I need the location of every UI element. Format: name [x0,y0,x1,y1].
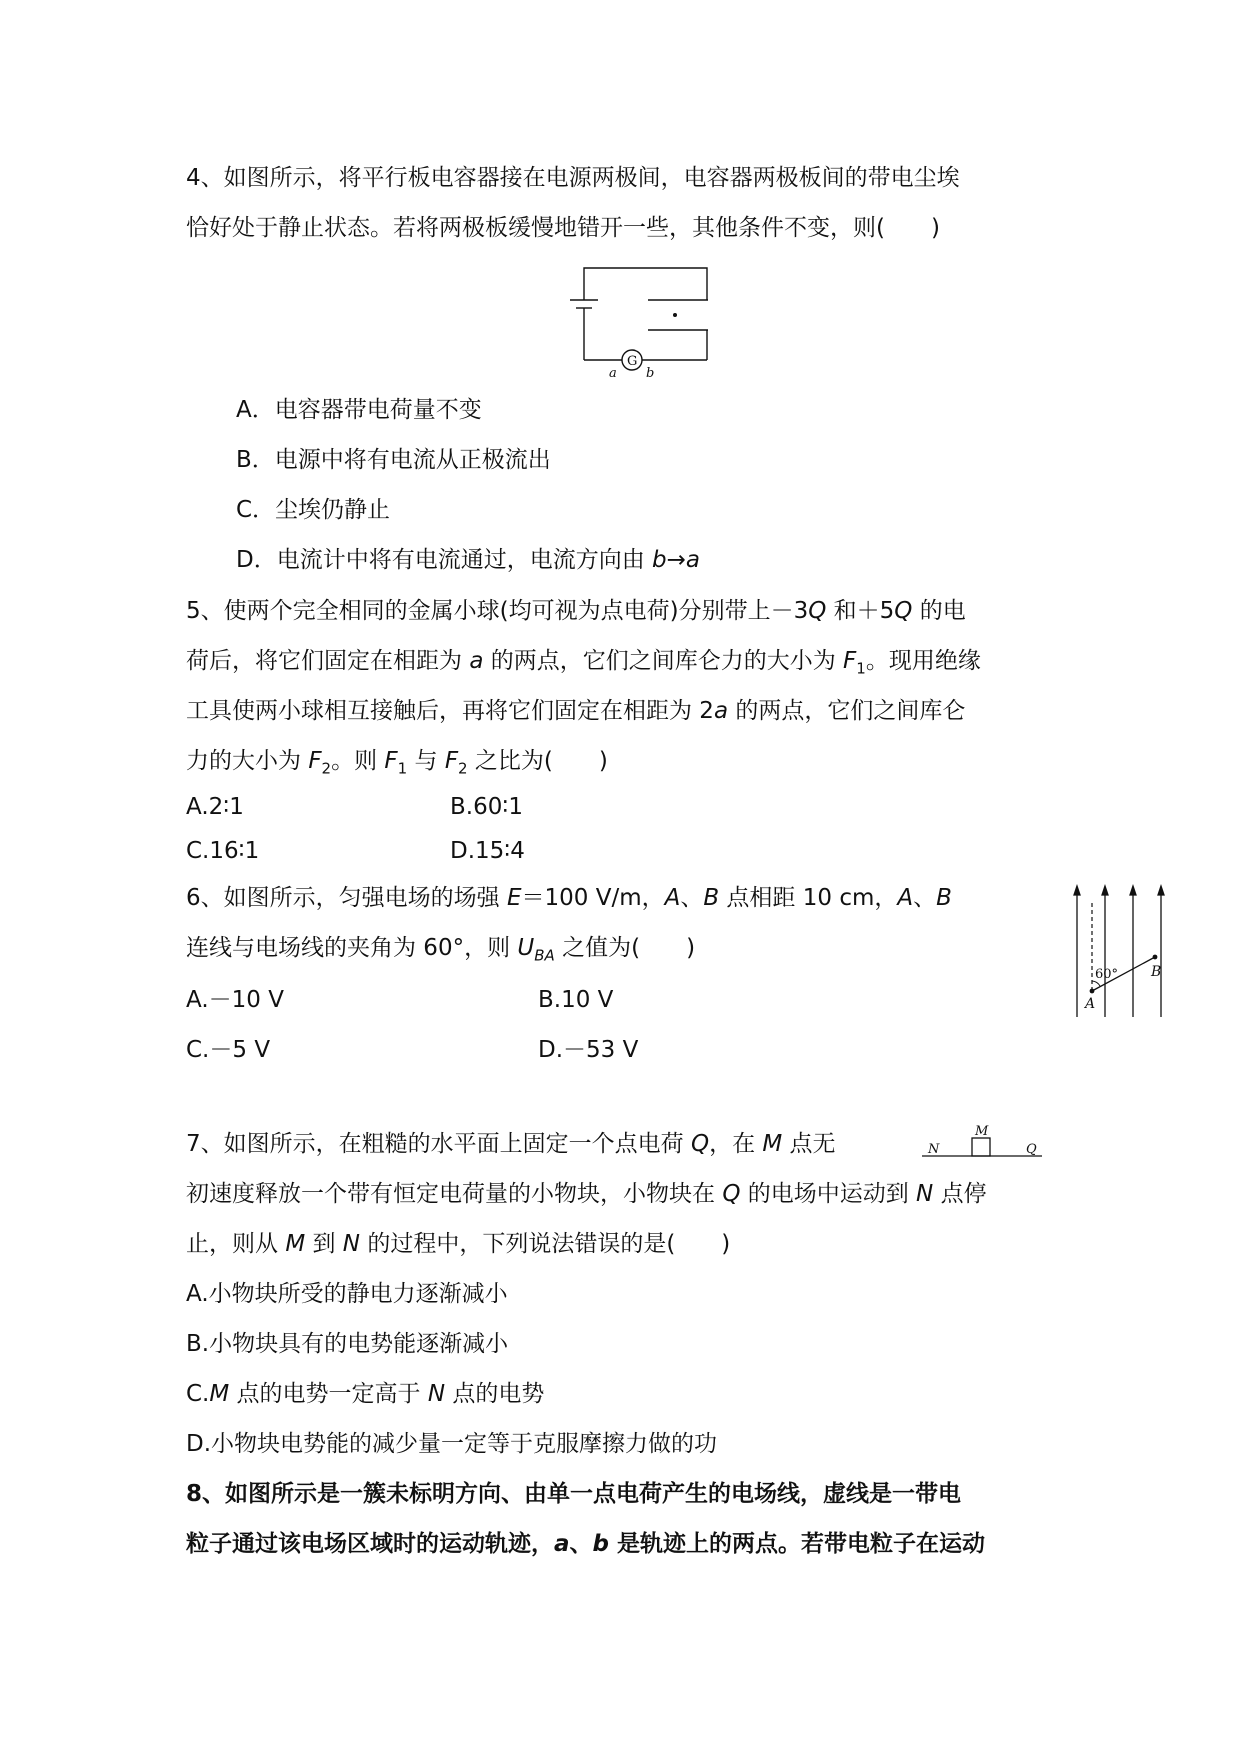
q4-option-b: B．电源中将有电流从正极流出 [236,447,551,473]
galvanometer-label: G [627,354,638,369]
block [972,1138,990,1156]
point-m-label: M [975,1124,989,1139]
q6-option-c: C.－5 V [186,1037,271,1063]
q6-field-figure [1065,885,1175,1020]
q7-stem-line-3: 止，则从 M 到 N 的过程中，下列说法错误的是( ) [186,1231,731,1257]
q6-option-d: D.－53 V [538,1037,639,1063]
q5-option-b: B.60∶1 [450,794,523,820]
point-b [1153,955,1158,960]
q6-stem-line-1: 6、如图所示，匀强电场的场强 E＝100 V/m，A、B 点相距 10 cm，A、B [186,885,952,911]
q7-option-a: A.小物块所受的静电力逐渐减小 [186,1281,508,1307]
q7-option-c: C.M 点的电势一定高于 N 点的电势 [186,1381,545,1407]
q6-stem-line-2: 连线与电场线的夹角为 60°，则 $U_{BA}$ 之值为( ) [186,935,696,965]
q7-option-b: B.小物块具有的电势能逐渐减小 [186,1331,509,1357]
q5-stem-line-2: 荷后，将它们固定在相距为 a 的两点，它们之间库仑力的大小为 $F_1$。现用绝缘 [186,648,981,678]
q4-option-a: A．电容器带电荷量不变 [236,397,482,423]
q5-stem-line-3: 工具使两小球相互接触后，再将它们固定在相距为 2a 的两点，它们之间库仑 [186,698,966,724]
q6-option-a: A.－10 V [186,987,284,1013]
terminal-b-label: b [646,366,655,381]
point-a [1090,989,1095,994]
q5-stem-line-4: 力的大小为 $F_2$。则 $F_1$ 与 $F_2$ 之比为( ) [186,748,608,778]
q4-circuit-figure [560,260,730,380]
q7-option-d: D.小物块电势能的减少量一定等于克服摩擦力做的功 [186,1431,718,1457]
q5-option-d: D.15∶4 [450,838,525,864]
point-n-label: N [928,1142,940,1157]
point-a-label: A [1085,996,1096,1012]
point-b-label: B [1151,964,1162,980]
q4-stem-line-2: 恰好处于静止状态。若将两极板缓慢地错开一些，其他条件不变，则( ) [186,215,940,241]
q7-stem-line-2: 初速度释放一个带有恒定电荷量的小物块，小物块在 Q 的电场中运动到 N 点停 [186,1181,987,1207]
q4-stem-line-1: 4、如图所示，将平行板电容器接在电源两极间，电容器两极板间的带电尘埃 [186,165,960,191]
q5-option-a: A.2∶1 [186,794,244,820]
q8-stem-line-1: 8、如图所示是一簇未标明方向、由单一点电荷产生的电场线，虚线是一带电 [186,1481,962,1507]
q5-option-c: C.16∶1 [186,838,260,864]
q5-stem-line-1: 5、使两个完全相同的金属小球(均可视为点电荷)分别带上－3Q 和＋5Q 的电 [186,598,966,624]
q7-stem-line-1: 7、如图所示，在粗糙的水平面上固定一个点电荷 Q，在 M 点无 [186,1131,836,1157]
q6-option-b: B.10 V [538,987,614,1013]
q7-surface-figure [920,1125,1045,1165]
q8-stem-line-2: 粒子通过该电场区域时的运动轨迹，a、b 是轨迹上的两点。若带电粒子在运动 [186,1531,986,1557]
point-q-label: Q [1026,1142,1037,1157]
dust-particle [673,313,677,317]
angle-label: 60° [1095,967,1119,982]
q4-option-c: C．尘埃仍静止 [236,497,391,523]
q4-option-d: D．电流计中将有电流通过，电流方向由 b→a [236,547,701,573]
terminal-a-label: a [609,366,617,381]
